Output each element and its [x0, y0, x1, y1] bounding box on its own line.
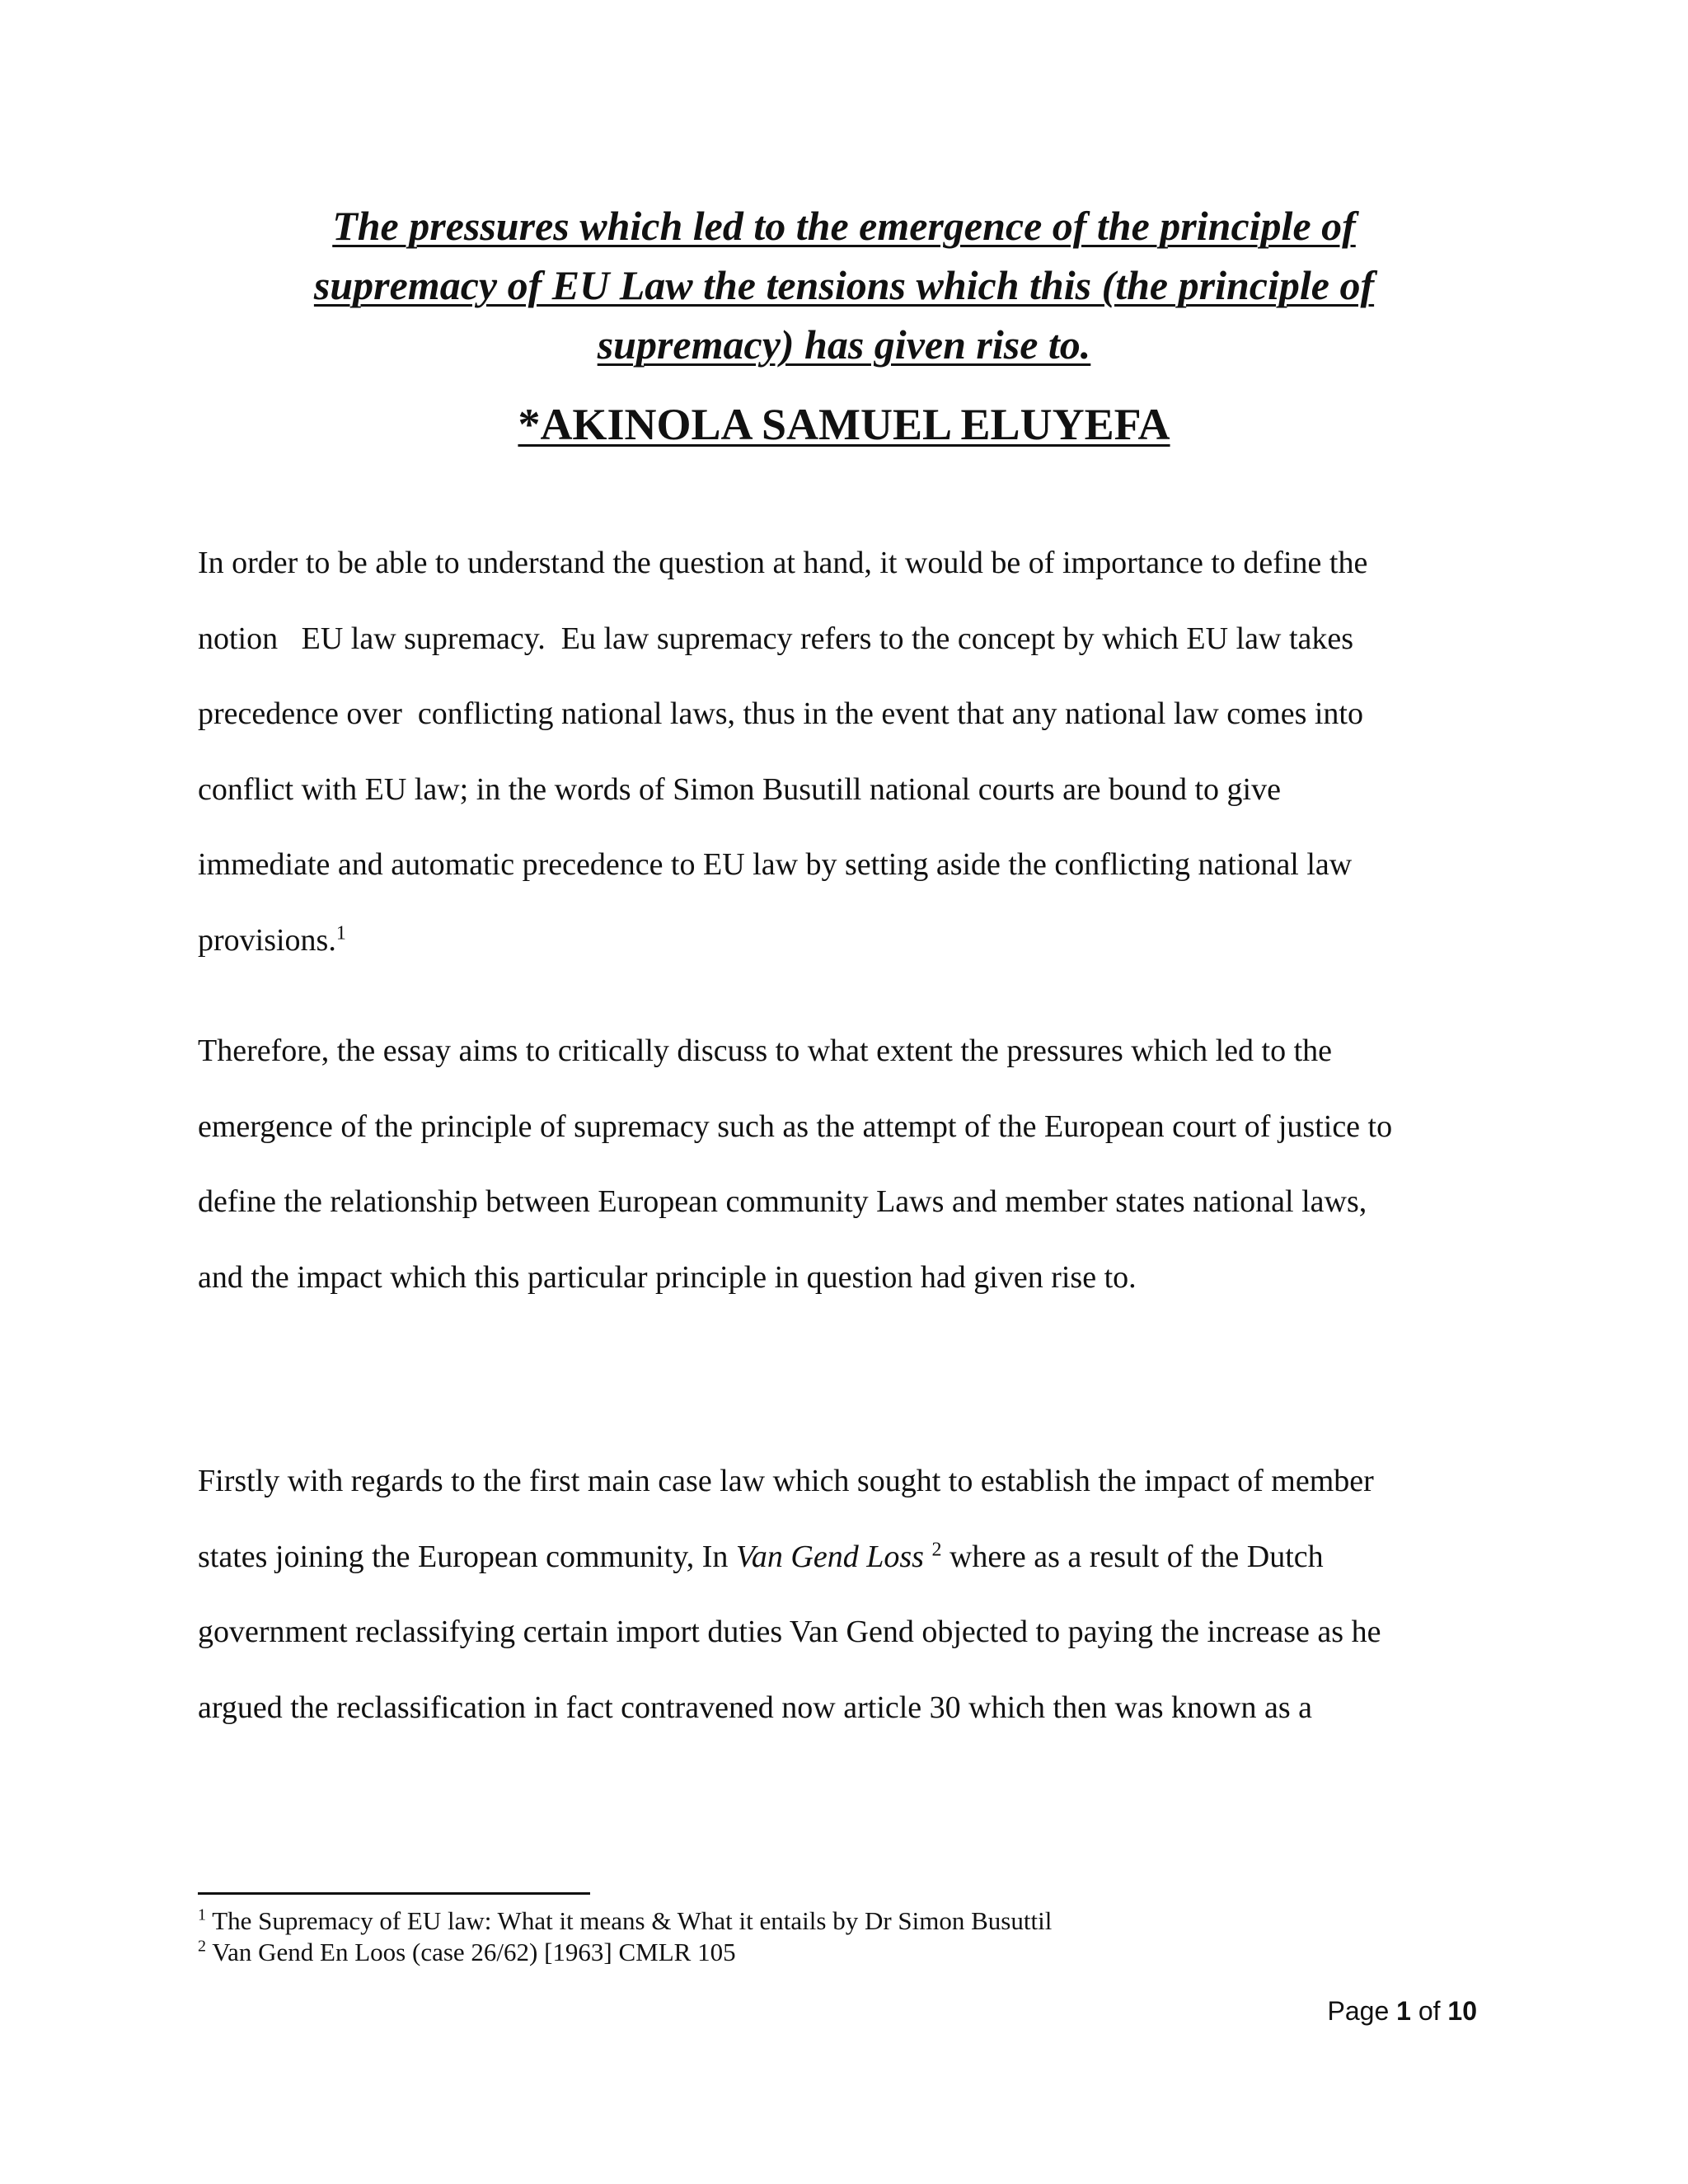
- text-line: In order to be able to understand the question at hand, it would be of importance to define the: [198, 546, 1368, 580]
- text-line: immediate and automatic precedence to EU law by setting aside the conflicting national law: [198, 847, 1353, 882]
- case-name: Van Gend Loss: [735, 1539, 924, 1574]
- text-line: argued the reclassification in fact contravened now article 30 which then was known as a: [198, 1690, 1313, 1725]
- text-line: government reclassifying certain import duties Van Gend objected to paying the increase as he: [198, 1615, 1381, 1649]
- text-fragment: provisions.: [198, 922, 336, 958]
- footnote-separator: [198, 1892, 590, 1895]
- paragraph-essay-aim: [198, 1014, 1484, 1315]
- footnote-text: The Supremacy of EU law: What it means & What it entails by Dr Simon Busuttil: [212, 1906, 1053, 1935]
- text-line: conflict with EU law; in the words of Simon Busutill national courts are bound to give: [198, 771, 1281, 807]
- text-fragment: states joining the European community, In: [198, 1539, 736, 1574]
- text-line: notion EU law supremacy. Eu law supremacy refers to the concept by which EU law takes: [198, 621, 1354, 656]
- title-line: The pressures which led to the emergence of the principle of: [332, 203, 1356, 249]
- text-line: define the relationship between European community Laws and member states national laws,: [198, 1184, 1367, 1219]
- footnote-number: 1: [198, 1905, 206, 1924]
- text-line: Firstly with regards to the first main case law which sought to establish the impact of member: [198, 1464, 1374, 1498]
- footnote-reference[interactable]: 1: [335, 921, 346, 944]
- footnotes: [198, 1905, 1484, 1968]
- text-line: emergence of the principle of supremacy such as the attempt of the European court of justice to: [198, 1108, 1393, 1144]
- footnote-number: 2: [198, 1937, 206, 1956]
- author-name: *AKINOLA SAMUEL ELUYEFA: [518, 400, 1170, 449]
- current-page: 1: [1396, 1996, 1411, 2026]
- text-fragment: where as a result of the Dutch: [941, 1539, 1324, 1574]
- title-line: supremacy) has given rise to.: [597, 321, 1091, 368]
- page-number: [1286, 1994, 1477, 2027]
- text-line: Therefore, the essay aims to critically discuss to what extent the pressures which led to the: [198, 1033, 1333, 1068]
- paragraph-van-gend-case: [198, 1444, 1484, 1746]
- footnote-text: Van Gend En Loos (case 26/62) [1963] CMLR 105: [212, 1938, 736, 1966]
- text-line-with-case: [198, 1520, 1484, 1596]
- text-line: and the impact which this particular principle in question had given rise to.: [198, 1259, 1137, 1295]
- footnote-item: [198, 1905, 1484, 1937]
- title-line: supremacy of EU Law the tensions which this (the principle of: [313, 262, 1375, 308]
- text-line: precedence over conflicting national laws, thus in the event that any national law comes into: [198, 696, 1363, 731]
- footnote-item: [198, 1937, 1484, 1968]
- total-pages: 10: [1447, 1996, 1477, 2026]
- essay-title: [198, 196, 1490, 374]
- text-line-with-footnote: [198, 903, 1484, 979]
- paragraph-introduction: [198, 526, 1484, 978]
- footnote-reference[interactable]: 2: [931, 1538, 942, 1560]
- page-of: of: [1418, 1996, 1441, 2026]
- page-label: Page: [1327, 1996, 1390, 2026]
